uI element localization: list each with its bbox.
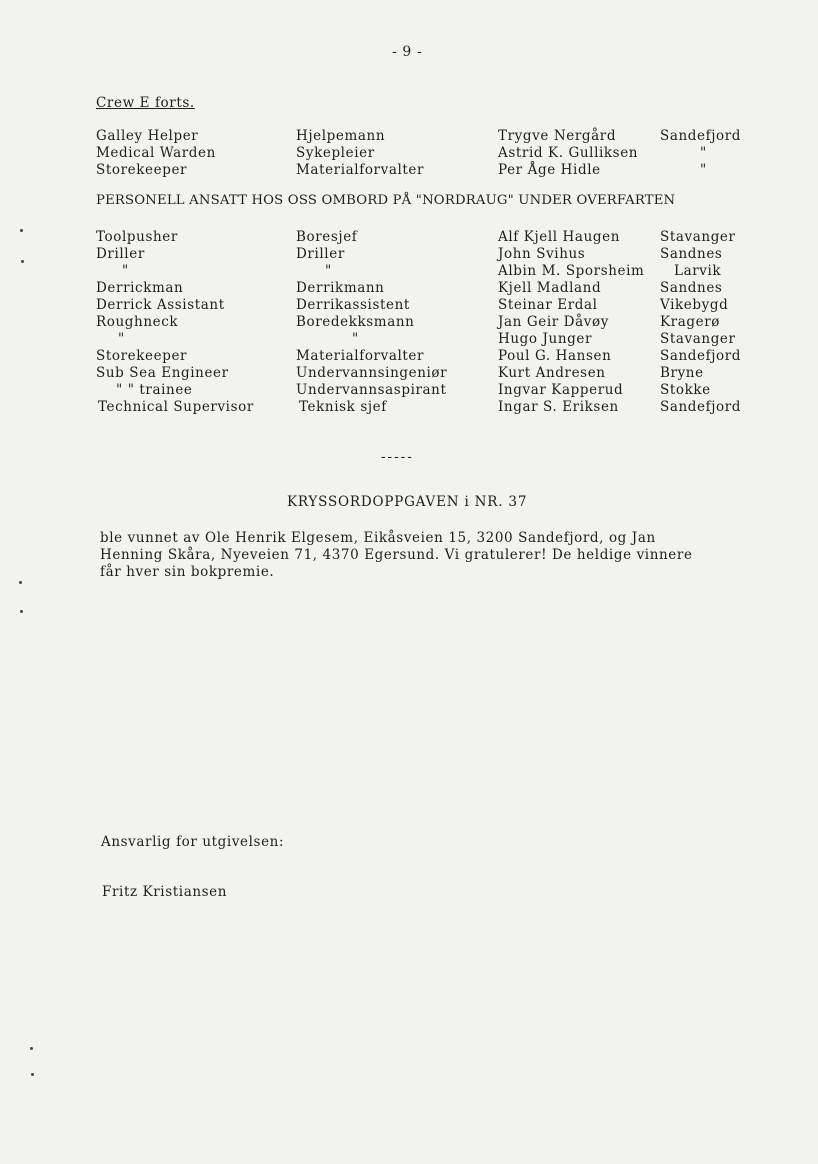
role-english: Storekeeper bbox=[96, 348, 188, 364]
person-name: Ingar S. Eriksen bbox=[498, 399, 619, 415]
personnel-row bbox=[0, 399, 818, 416]
paragraph-line: ble vunnet av Ole Henrik Elgesem, Eikåsveien 15, 3200 Sandefjord, og Jan bbox=[100, 530, 656, 546]
role-norwegian: Undervannsaspirant bbox=[296, 382, 447, 398]
personnel-row bbox=[0, 314, 818, 331]
scan-speck bbox=[20, 229, 23, 232]
hometown: " bbox=[700, 145, 707, 161]
person-name: Per Åge Hidle bbox=[498, 162, 601, 178]
hometown: Sandefjord bbox=[660, 128, 742, 144]
personnel-row bbox=[0, 331, 818, 348]
responsible-label: Ansvarlig for utgivelsen: bbox=[101, 834, 285, 850]
role-norwegian: Materialforvalter bbox=[296, 348, 425, 364]
hometown: Stokke bbox=[660, 382, 711, 398]
section-separator: ----- bbox=[381, 449, 414, 465]
hometown: Kragerø bbox=[660, 314, 720, 330]
role-english: Technical Supervisor bbox=[98, 399, 254, 415]
role-english: Galley Helper bbox=[96, 128, 199, 144]
scan-speck bbox=[21, 260, 24, 263]
hometown: Vikebygd bbox=[660, 297, 729, 313]
personnel-row bbox=[0, 263, 818, 280]
role-norwegian: Derrikmann bbox=[296, 280, 385, 296]
role-english: Roughneck bbox=[96, 314, 179, 330]
crossword-paragraph bbox=[100, 530, 780, 581]
page-number: - 9 - bbox=[392, 44, 423, 60]
paragraph-line: får hver sin bokpremie. bbox=[100, 564, 275, 580]
paragraph-line: Henning Skåra, Nyeveien 71, 4370 Egersund. Vi gratulerer! De heldige vinnere bbox=[100, 547, 693, 563]
personnel-row bbox=[0, 246, 818, 263]
personnel-row bbox=[0, 348, 818, 365]
person-name: Hugo Junger bbox=[498, 331, 593, 347]
role-norwegian: " bbox=[325, 263, 332, 279]
role-english: Derrick Assistant bbox=[96, 297, 225, 313]
crew-row bbox=[0, 145, 818, 162]
scan-speck bbox=[19, 581, 22, 584]
person-name: Albin M. Sporsheim bbox=[498, 263, 645, 279]
person-name: Ingvar Kapperud bbox=[498, 382, 624, 398]
role-english: Toolpusher bbox=[96, 229, 178, 245]
person-name: Poul G. Hansen bbox=[498, 348, 612, 364]
hometown: Stavanger bbox=[660, 229, 736, 245]
role-norwegian: Boredekksmann bbox=[296, 314, 415, 330]
person-name: John Svihus bbox=[498, 246, 586, 262]
role-english: Medical Warden bbox=[96, 145, 216, 161]
personnel-row bbox=[0, 365, 818, 382]
hometown: Bryne bbox=[660, 365, 704, 381]
scan-speck bbox=[20, 610, 23, 613]
crew-row bbox=[0, 128, 818, 145]
hometown: Sandefjord bbox=[660, 348, 742, 364]
role-english: " bbox=[118, 331, 125, 347]
crew-section-title: Crew E forts. bbox=[96, 95, 195, 111]
role-norwegian: Derrikassistent bbox=[296, 297, 410, 313]
personnel-row bbox=[0, 229, 818, 246]
person-name: Jan Geir Dåvøy bbox=[498, 314, 609, 330]
role-norwegian: " bbox=[352, 331, 359, 347]
person-name: Astrid K. Gulliksen bbox=[498, 145, 639, 161]
role-english: Storekeeper bbox=[96, 162, 188, 178]
scan-speck bbox=[31, 1073, 34, 1076]
role-norwegian: Materialforvalter bbox=[296, 162, 425, 178]
person-name: Trygve Nergård bbox=[498, 128, 617, 144]
hometown: Sandefjord bbox=[660, 399, 742, 415]
personnel-heading: PERSONELL ANSATT HOS OSS OMBORD PÅ "NORDRAUG" UNDER OVERFARTEN bbox=[96, 193, 676, 208]
role-english: Derrickman bbox=[96, 280, 184, 296]
role-norwegian: Driller bbox=[296, 246, 345, 262]
responsible-name: Fritz Kristiansen bbox=[102, 884, 228, 900]
person-name: Alf Kjell Haugen bbox=[498, 229, 620, 245]
role-english: " bbox=[122, 263, 129, 279]
person-name: Kurt Andresen bbox=[498, 365, 606, 381]
role-english: Sub Sea Engineer bbox=[96, 365, 229, 381]
crew-row bbox=[0, 162, 818, 179]
hometown: Sandnes bbox=[660, 246, 723, 262]
person-name: Steinar Erdal bbox=[498, 297, 598, 313]
role-norwegian: Teknisk sjef bbox=[299, 399, 387, 415]
role-english: " " trainee bbox=[116, 382, 193, 398]
role-norwegian: Boresjef bbox=[296, 229, 358, 245]
personnel-row bbox=[0, 382, 818, 399]
personnel-row bbox=[0, 280, 818, 297]
role-norwegian: Hjelpemann bbox=[296, 128, 386, 144]
role-norwegian: Undervannsingeniør bbox=[296, 365, 448, 381]
personnel-row bbox=[0, 297, 818, 314]
role-norwegian: Sykepleier bbox=[296, 145, 375, 161]
crossword-title: KRYSSORDOPPGAVEN i NR. 37 bbox=[287, 494, 528, 510]
scan-speck bbox=[30, 1047, 33, 1050]
hometown: Sandnes bbox=[660, 280, 723, 296]
hometown: Larvik bbox=[674, 263, 722, 279]
hometown: Stavanger bbox=[660, 331, 736, 347]
hometown: " bbox=[700, 162, 707, 178]
person-name: Kjell Madland bbox=[498, 280, 602, 296]
role-english: Driller bbox=[96, 246, 145, 262]
